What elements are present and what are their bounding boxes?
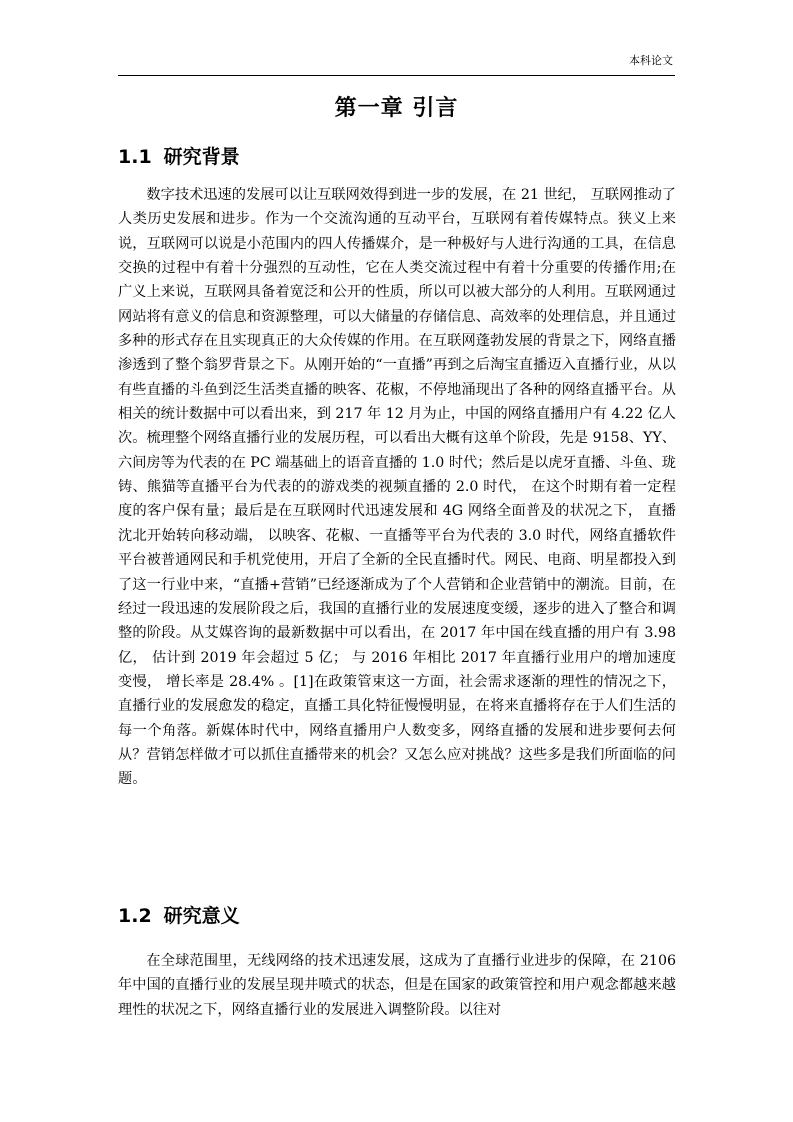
section-heading-research-significance	[118, 903, 240, 929]
chapter-title: 第一章 引言	[334, 96, 459, 121]
running-header: 本科论文	[629, 54, 673, 67]
section-number: 1.2	[118, 905, 152, 927]
body-paragraph-significance: 在全球范围里，无线网络的技术迅速发展，这成为了直播行业进步的保障，在 2106 年中国的直播行业的发展呈现井喷式的状态，但是在国家的政策管控和用户观念都越来越理性的状况之下，网络直播行业的发展进入调整阶段。以往对	[118, 953, 676, 1018]
section-title: 研究背景	[163, 146, 240, 168]
section-title: 研究意义	[163, 905, 240, 927]
section-heading-research-background	[118, 144, 240, 170]
header-rule	[118, 75, 675, 76]
body-paragraph-background: 数字技术迅速的发展可以让互联网效得到进一步的发展，在 21 世纪， 互联网推动了人类历史发展和进步。作为一个交流沟通的互动平台，互联网有着传媒特点。狭义上来说，互联网可以说是小范围内的四人传播媒介，是一种极好与人进行沟通的工具，在信息交换的过程中有着十分强烈的互动性，它在人类交流过程中有着十分重要的传播作用;在广义上来说，互联网具备着宽泛和公开的性质，所以可以被大部分的人利用。互联网通过网站将有意义的信息和资源整理，可以大储量的存储信息、高效率的处理信息，并且通过多种的形式存在且实现真正的大众传媒的作用。在互联网蓬勃发展的背景之下，网络直播渗透到了整个翁罗背景之下。从刚开始的“一直播”再到之后淘宝直播迈入直播行业，从以有些直播的斗鱼到泛生活类直播的映客、花椒，不停地涌现出了各种的网络直播平台。从相关的统计数据中可以看出来，到 217 年 12 月为止，中国的网络直播用户有 4.22 亿人次。梳理整个网络直播行业的发展历程，可以看出大概有这单个阶段，先是 9158、YY、六间房等为代表的在 PC 端基础上的语音直播的 1.0 时代；然后是以虎牙直播、斗鱼、珑铸、熊猫等直播平台为代表的的游戏类的视频直播的 2.0 时代， 在这个时期有着一定程度的客户保有量；最后是在互联网时代迅速发展和 4G 网络全面普及的状况之下， 直播沈北开始转向移动端， 以映客、花椒、一直播等平台为代表的 3.0 时代，网络直播软件平台被普通网民和手机党使用，开启了全新的全民直播时代。网民、电商、明星都投入到了这一行业中来，“直播+营销”已经逐渐成为了个人营销和企业营销中的潮流。目前，在经过一段迅速的发展阶段之后，我国的直播行业的发展速度变缓，逐步的进入了整合和调整的阶段。从艾媒咨询的最新数据中可以看出，在 2017 年中国在线直播的用户有 3.98 亿， 估计到 2019 年会超过 5 亿； 与 2016 年相比 2017 年直播行业用户的增加速度变慢， 增长率是 28.4% 。[1]在政策管束这一方面，社会需求逐渐的理性的情况之下，直播行业的发展愈发的稳定，直播工具化特征慢慢明显，在将来直播将存在于人们生活的每一个角落。新媒体时代中，网络直播用户人数变多，网络直播的发展和进步要何去何从？营销怎样做才可以抓住直播带来的机会？又怎么应对挑战？这些多是我们所面临的问题。	[118, 187, 676, 788]
section-number: 1.1	[118, 146, 152, 168]
